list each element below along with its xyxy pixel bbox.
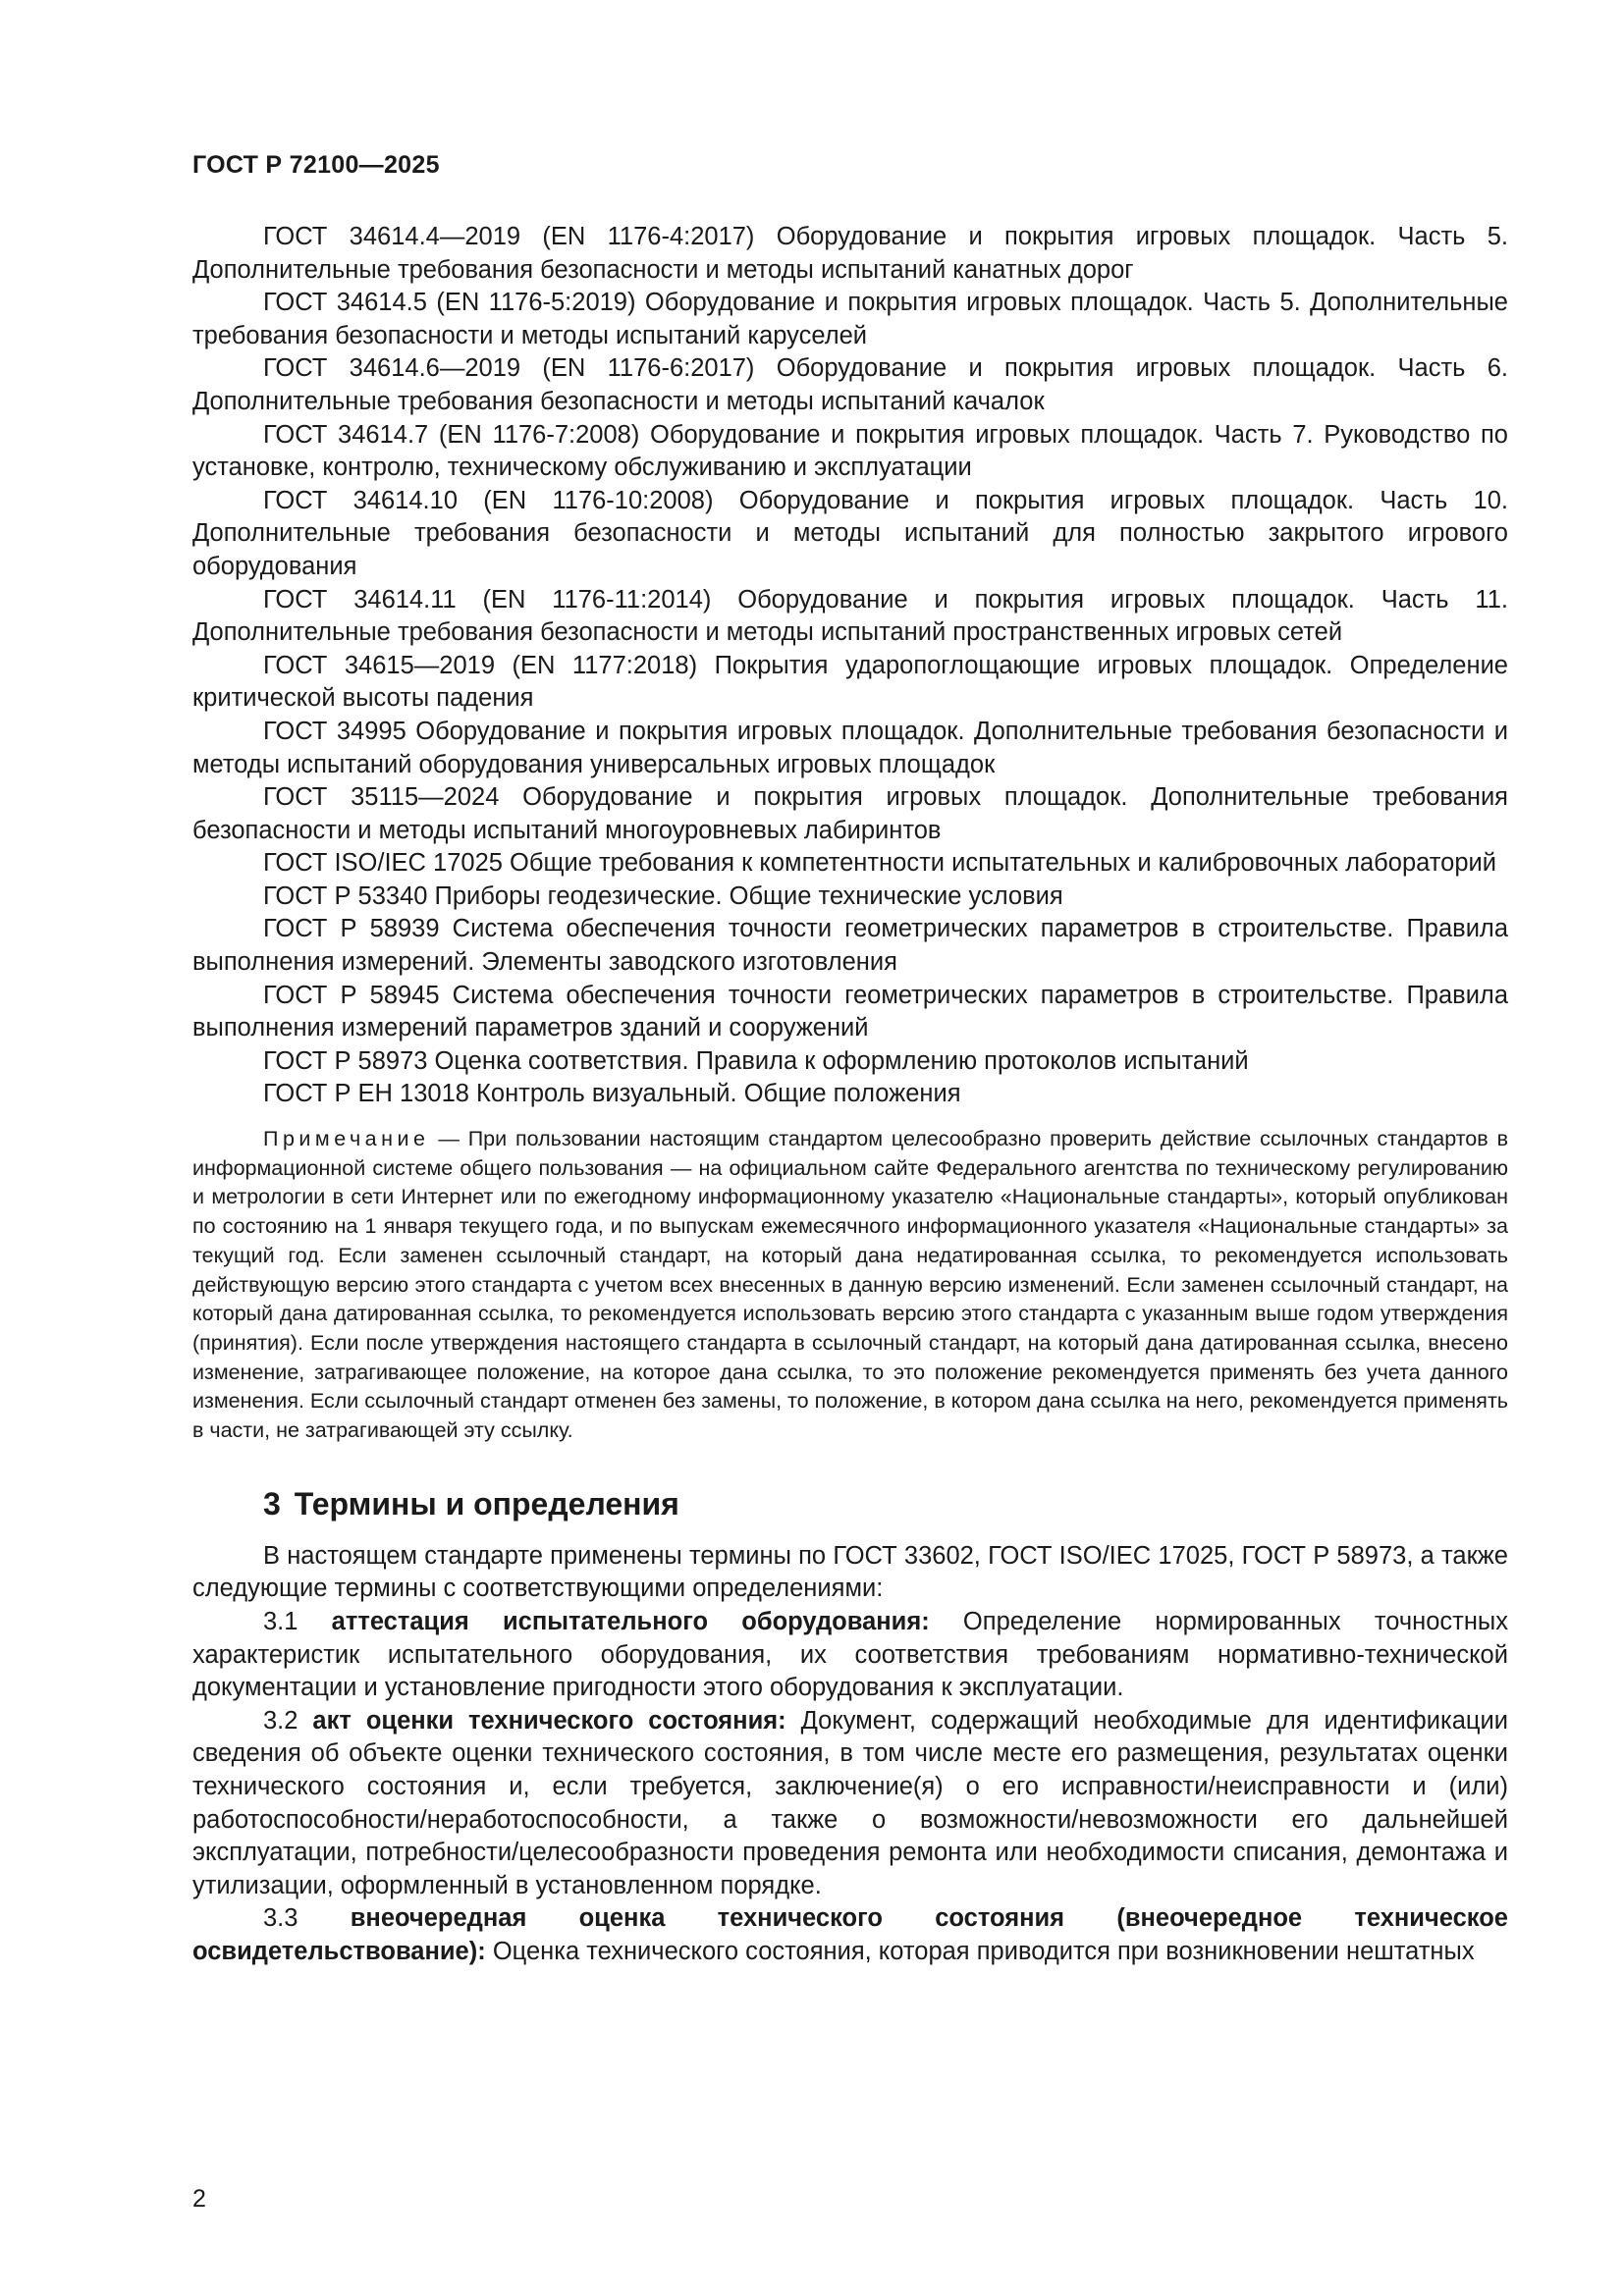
term-definition: Документ, содержащий необходимые для идентификации сведения об объекте оценки технического состояния, в том числе месте его размещения, результатах оценки технического состояния и, если требуется, заключение(я) о его исправности/неисправности и (или) работоспособности/неработоспособности, а также о возможности/невозможности его дальнейшей эксплуатации, потребности/целесообразности проведения ремонта или необходимости списания, демонтажа и утилизации, оформленный в установленном порядке.	[192, 1706, 1508, 1899]
terms-intro: В настоящем стандарте применены термины по ГОСТ 33602, ГОСТ ISO/IEC 17025, ГОСТ Р 58973, а также следующие термины с соответствующими определениями:	[192, 1541, 1508, 1603]
term-definition: Определение нормированных точностных характеристик испытательного оборудования, их соответствия требованиям нормативно-технической документации и установление пригодности этого оборудования к эксплуатации.	[192, 1607, 1508, 1702]
reference-item: ГОСТ 34995 Оборудование и покрытия игровых площадок. Дополнительные требования безопасности и методы испытаний оборудования универсальных игровых площадок	[192, 717, 1508, 778]
term-definition: Оценка технического состояния, которая приводится при возникновении нештатных	[492, 1937, 1475, 1965]
term-number: 3.2	[263, 1706, 298, 1735]
section-title: Термины и определения	[294, 1485, 679, 1522]
term-entry	[192, 1606, 1508, 1705]
reference-item: ГОСТ ISO/IEC 17025 Общие требования к компетентности испытательных и калибровочных лабораторий	[263, 849, 1496, 878]
reference-item: ГОСТ Р 58939 Система обеспечения точности геометрических параметров в строительстве. Правила выполнения измерений. Элементы заводского изготовления	[192, 915, 1508, 977]
term-name: внеочередная оценка технического состояния (внеочередное техническое освидетельствование):	[192, 1904, 1508, 1965]
reference-item: ГОСТ 34614.11 (EN 1176-11:2014) Оборудование и покрытия игровых площадок. Часть 11. Дополнительные требования безопасности и методы испытаний пространственных игровых сетей	[192, 585, 1508, 647]
reference-item: ГОСТ 35115—2024 Оборудование и покрытия игровых площадок. Дополнительные требования безопасности и методы испытаний многоуровневых лабиринтов	[192, 783, 1508, 844]
section-number: 3	[263, 1485, 281, 1522]
page-content	[192, 221, 1508, 1968]
term-name: акт оценки технического состояния:	[312, 1706, 786, 1735]
terms-section	[192, 1540, 1508, 1969]
term-name: аттестация испытательного оборудования:	[331, 1607, 930, 1635]
term-number: 3.1	[263, 1607, 298, 1635]
reference-item: ГОСТ 34615—2019 (EN 1177:2018) Покрытия ударопоглощающие игровых площадок. Определение критической высоты падения	[192, 651, 1508, 713]
reference-item: ГОСТ 34614.10 (EN 1176-10:2008) Оборудование и покрытия игровых площадок. Часть 10. Дополнительные требования безопасности и методы испытаний для полностью закрытого игрового оборудования	[192, 486, 1508, 580]
term-entry	[192, 1902, 1508, 1968]
reference-item: ГОСТ 34614.4—2019 (EN 1176-4:2017) Оборудование и покрытия игровых площадок. Часть 5. Дополнительные требования безопасности и методы испытаний канатных дорог	[192, 223, 1508, 284]
term-entry	[192, 1705, 1508, 1903]
reference-item: ГОСТ 34614.7 (EN 1176-7:2008) Оборудование и покрытия игровых площадок. Часть 7. Руководство по установке, контролю, техническому обслуживанию и эксплуатации	[192, 420, 1508, 482]
reference-item: ГОСТ 34614.6—2019 (EN 1176-6:2017) Оборудование и покрытия игровых площадок. Часть 6. Дополнительные требования безопасности и методы испытаний качалок	[192, 354, 1508, 415]
document-header: ГОСТ Р 72100—2025	[192, 151, 440, 179]
reference-item: ГОСТ Р 58973 Оценка соответствия. Правила к оформлению протоколов испытаний	[263, 1046, 1249, 1075]
page-number: 2	[192, 2185, 206, 2213]
reference-item: ГОСТ Р 53340 Приборы геодезические. Общие технические условия	[263, 881, 1063, 910]
note-label: Примечание	[263, 1127, 430, 1151]
normative-references-list	[192, 221, 1508, 1111]
term-number: 3.3	[263, 1904, 298, 1933]
note-text: — При пользовании настоящим стандартом целесообразно проверить действие ссылочных стандартов в информационной системе общего пользования — на официальном сайте Федерального агентства по техническому регулированию и метрологии в сети Интернет или по ежегодному информационному указателю «Национальные стандарты», который опубликован по состоянию на 1 января текущего года, и по выпускам ежемесячного информационного указателя «Национальные стандарты» за текущий год. Если заменен ссылочный стандарт, на который дана недатированная ссылка, то рекомендуется использовать действующую версию этого стандарта с учетом всех внесенных в данную версию изменений. Если заменен ссылочный стандарт, на который дана датированная ссылка, то рекомендуется использовать версию этого стандарта с указанным выше годом утверждения (принятия). Если после утверждения настоящего стандарта в ссылочный стандарт, на который дана датированная ссылка, внесено изменение, затрагивающее положение, на которое дана ссылка, то это положение рекомендуется применять без учета данного изменения. Если ссылочный стандарт отменен без замены, то положение, в котором дана ссылка на него, рекомендуется применять в части, не затрагивающей эту ссылку.	[192, 1127, 1508, 1443]
reference-item: ГОСТ 34614.5 (EN 1176-5:2019) Оборудование и покрытия игровых площадок. Часть 5. Дополнительные требования безопасности и методы испытаний каруселей	[192, 289, 1508, 349]
note-paragraph	[192, 1125, 1508, 1446]
reference-item: ГОСТ Р ЕН 13018 Контроль визуальный. Общие положения	[263, 1080, 961, 1108]
section-heading	[263, 1484, 1508, 1523]
reference-item: ГОСТ Р 58945 Система обеспечения точности геометрических параметров в строительстве. Правила выполнения измерений параметров зданий и сооружений	[192, 981, 1508, 1042]
